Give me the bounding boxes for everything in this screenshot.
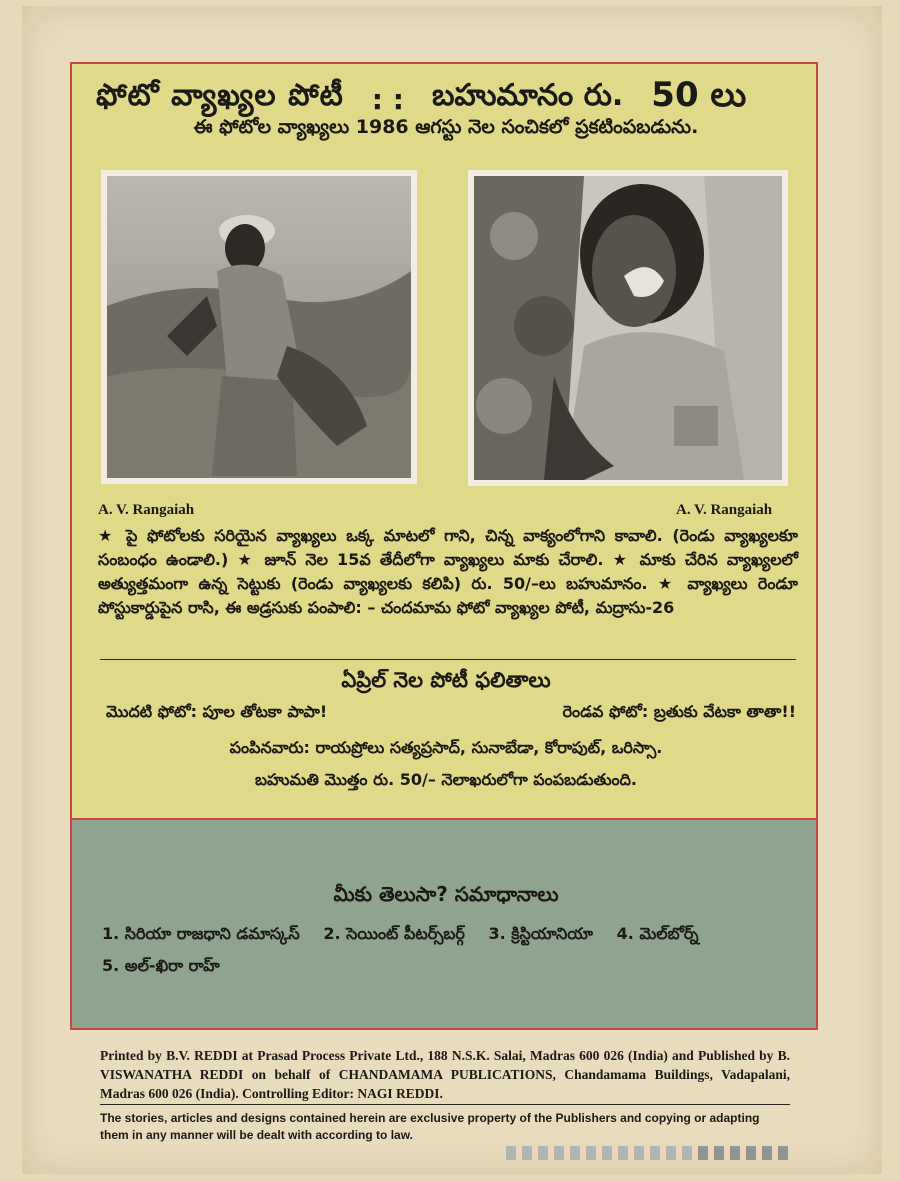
quiz-answer: 4. మెల్‌బోర్న్: [616, 924, 699, 943]
photo-left-image: [107, 176, 411, 478]
quiz-answer: 3. క్రిస్టియానియా: [488, 924, 593, 943]
photo-left-credit: A. V. Rangaiah: [98, 502, 195, 518]
contest-title: ఫోటో వ్యాఖ్యల పోటీ: [96, 78, 344, 113]
imprint-divider: [100, 1104, 790, 1105]
photo-left: [101, 170, 417, 484]
copyright-notice: The stories, articles and designs contained herein are exclusive property of the Publishers and copying or adapting them in any manner will be dealt with according to law.: [100, 1111, 760, 1142]
printer-imprint: Printed by B.V. REDDI at Prasad Process Private Ltd., 188 N.S.K. Salai, Madras 600 026 (India) and Published by B. VISWANATHA REDDI on behalf of CHANDAMAMA PUBLICATIONS, Chandamama Buildings, Vadapalani, Madras 600 026 (India). Controlling Editor: NAGI REDDI.: [100, 1048, 790, 1101]
quiz-title: మీకు తెలుసా? సమాధానాలు: [333, 882, 559, 906]
photo-right: [468, 170, 788, 486]
quiz-answers: [102, 918, 802, 982]
print-color-bar: [506, 1146, 788, 1160]
prize-note: బహుమతి మొత్తం రు. 50/– నెలాఖరులోగా పంపబడుతుంది.: [255, 770, 637, 789]
header-separator: : :: [371, 82, 404, 116]
photo-right-credit: A. V. Rangaiah: [676, 502, 773, 518]
quiz-answer: 5. అల్-ఖిరా రాహ్: [102, 956, 220, 975]
quiz-answer: 2. సెయింట్ పీటర్స్‌బర్గ్: [323, 924, 465, 943]
photo-right-image: [474, 176, 782, 480]
contest-rules: ★ పై ఫోటోలకు సరియైన వ్యాఖ్యలు ఒక్క మాటలో గాని, చిన్న వాక్యంలోగాని కావాలి. (రెండు వ్యాఖ్యలకూ సంబంధం ఉండాలి.) ★ జూన్ నెల 15వ తేదీలోగా వ్యాఖ్యలు మాకు చేరాలి. ★ మాకు చేరిన వ్యాఖ్యలలో అత్యుత్తమంగా ఉన్న సెట్టుకు (రెండు వ్యాఖ్యలకు కలిపి) రు. 50/–లు బహుమానం. ★ వ్యాఖ్యలు రెండూ పోస్టుకార్డుపైన రాసి, ఈ అడ్రసుకు పంపాలి: – చందమామ ఫోటో వ్యాఖ్యల పోటీ, మద్రాసు-26: [98, 526, 798, 617]
quiz-answer: 1. సిరియా రాజధాని డమాస్కస్: [102, 924, 300, 943]
results-winners: [106, 702, 796, 725]
prize-amount: 50 లు: [651, 75, 747, 115]
winner-sender: పంపినవారు: రాయప్రోలు సత్యప్రసాద్, సునాబేడా, కోరాపుట్, ఒరిస్సా.: [229, 738, 663, 757]
first-photo-caption: మొదటి ఫోటో: పూల తోటకా పాపా!: [106, 702, 328, 721]
section-divider: [100, 659, 796, 660]
results-title: ఏప్రిల్ నెల పోటీ ఫలితాలు: [341, 668, 551, 692]
prize-label: బహుమానం రు.: [431, 78, 624, 113]
announcement-line: ఈ ఫోటోల వ్యాఖ్యలు 1986 ఆగస్టు నెల సంచికలో ప్రకటింపబడును.: [193, 116, 699, 138]
second-photo-caption: రెండవ ఫోటో: బ్రతుకు వేటకా తాతా!!: [562, 702, 796, 721]
